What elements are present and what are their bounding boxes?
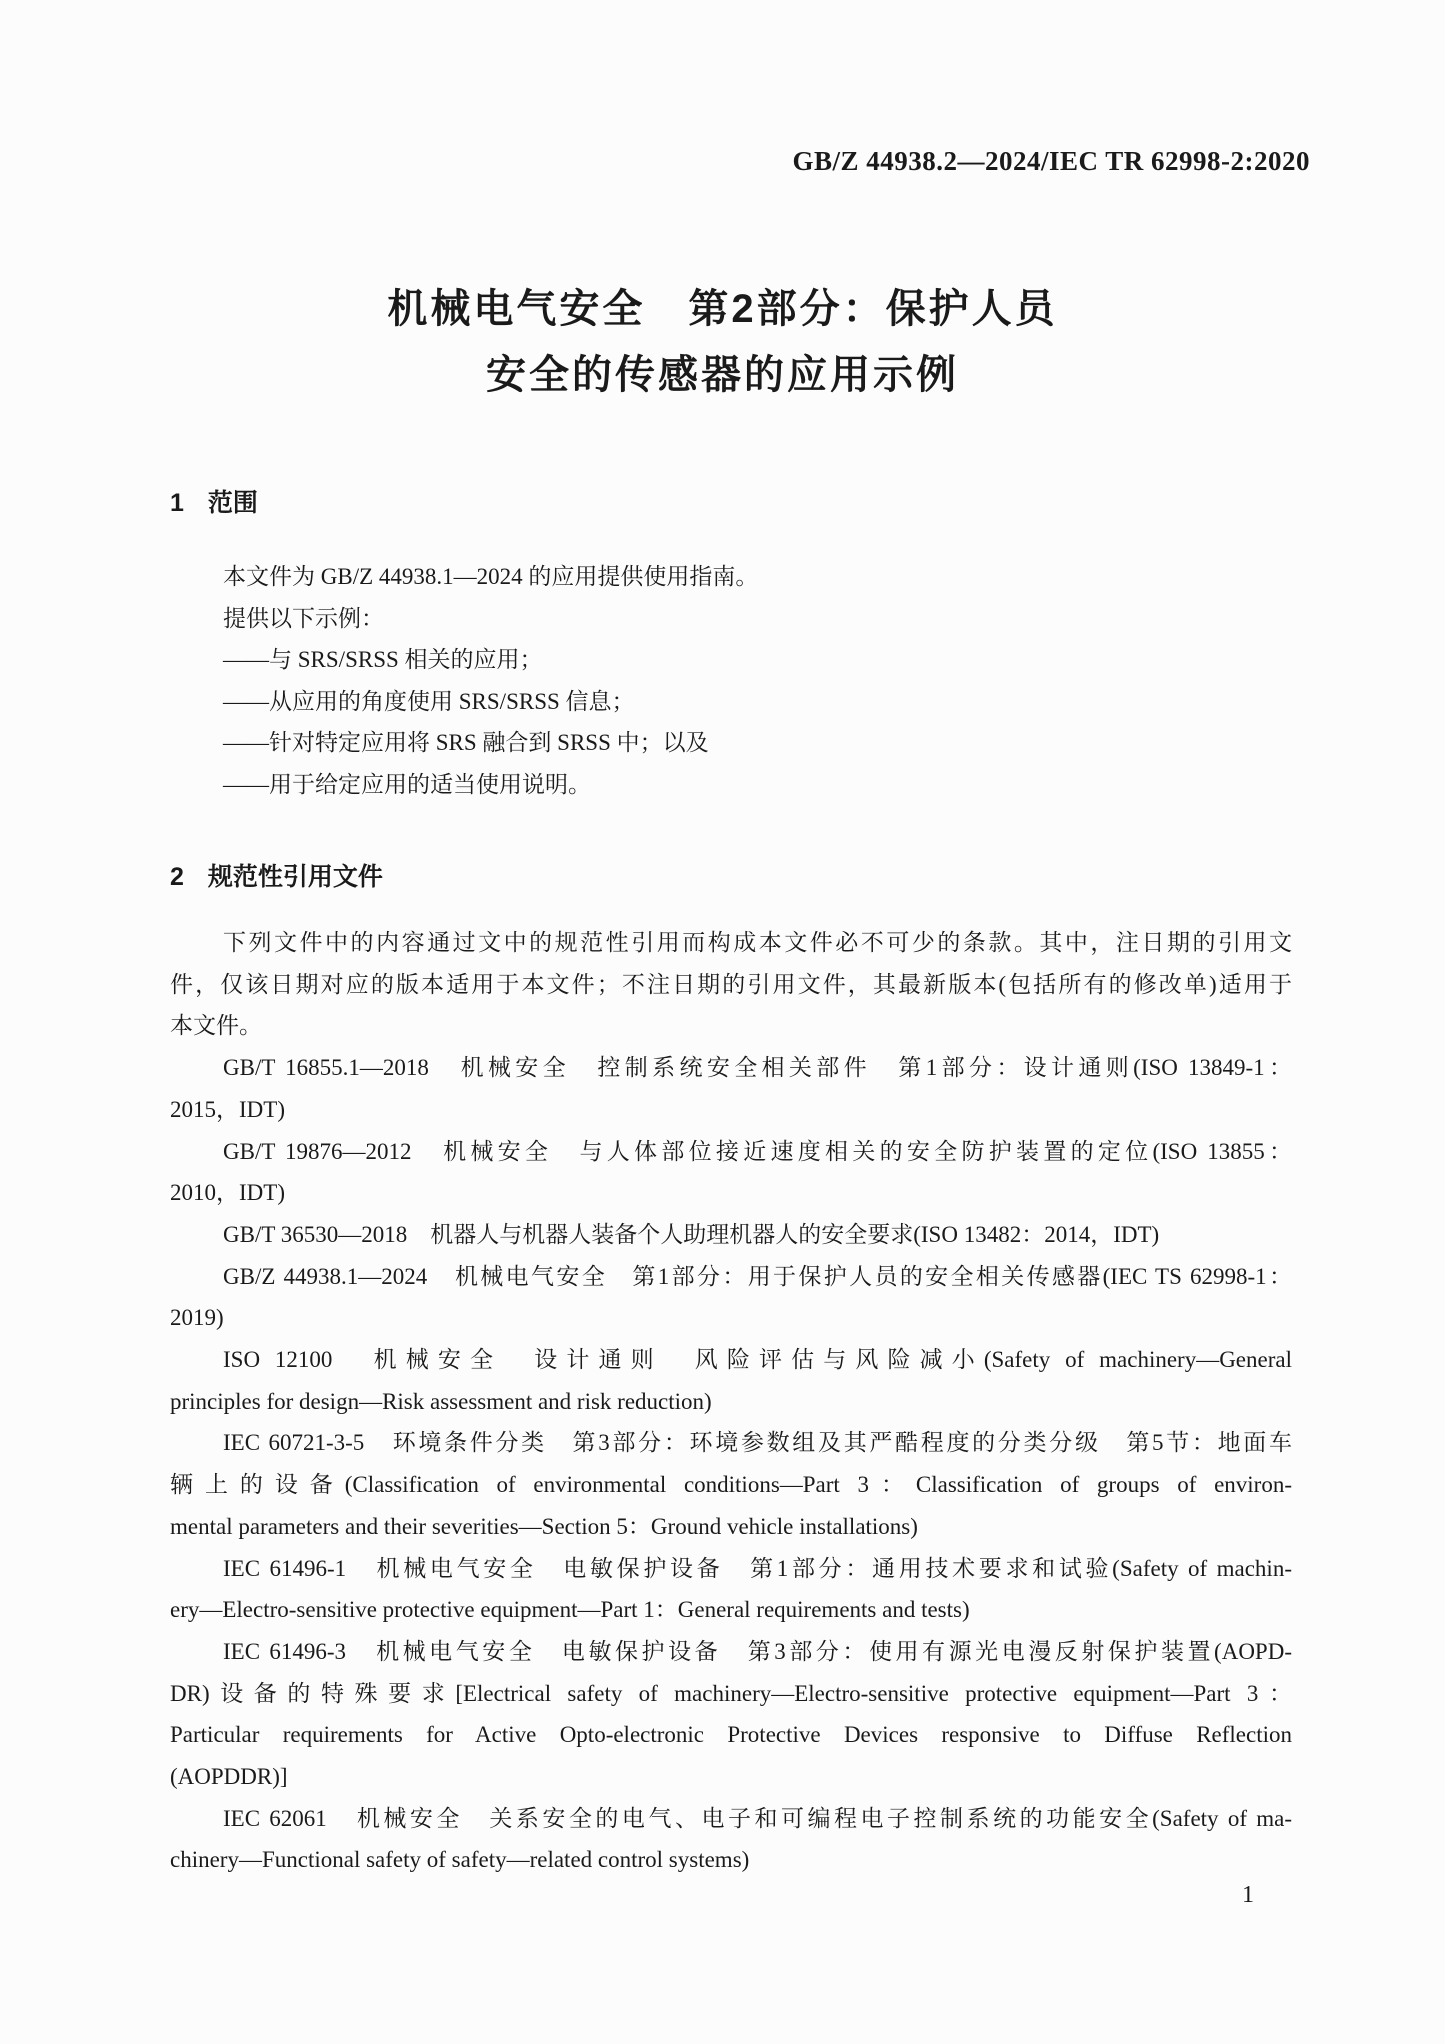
reference-line: GB/T 36530—2018 机器人与机器人装备个人助理机器人的安全要求(ISO 13482：2014，IDT) xyxy=(223,1221,1160,1247)
reference-line: GB/T 19876—2012 机械安全 与人体部位接近速度相关的安全防护装置的定位(ISO 13855： xyxy=(223,1138,1292,1164)
body-line: 本文件。 xyxy=(170,1013,262,1039)
body-line: 下列文件中的内容通过文中的规范性引用而构成本文件必不可少的条款。其中，注日期的引用文 xyxy=(223,930,1292,955)
document-title-line-2: 安全的传感器的应用示例 xyxy=(486,353,959,397)
list-item-dash: ——从应用的角度使用 SRS/SRSS 信息； xyxy=(223,688,635,714)
clause-1-heading xyxy=(170,486,258,520)
clause-1-label: 范围 xyxy=(207,489,258,517)
reference-line: IEC 61496-1 机械电气安全 电敏保护设备 第1部分：通用技术要求和试验(Safety of machin- xyxy=(223,1555,1292,1581)
body-line: 件，仅该日期对应的版本适用于本文件；不注日期的引用文件，其最新版本(包括所有的修改单)适用于 xyxy=(170,971,1292,997)
reference-line: 2015，IDT) xyxy=(170,1096,285,1122)
clause-1-body xyxy=(170,556,1292,805)
clause-2-number: 2 xyxy=(170,863,184,891)
reference-line: IEC 60721-3-5 环境条件分类 第3部分：环境参数组及其严酷程度的分类分级 第5节：地面车 xyxy=(223,1430,1292,1456)
reference-line: (AOPDDR)] xyxy=(170,1764,288,1790)
reference-line: GB/Z 44938.1—2024 机械电气安全 第1部分：用于保护人员的安全相关传感器(IEC TS 62998-1： xyxy=(223,1263,1292,1289)
clause-1-number: 1 xyxy=(170,489,184,517)
document-title-line-1: 机械电气安全 第2部分：保护人员 xyxy=(387,287,1058,331)
document-title xyxy=(0,276,1445,408)
body-line: 提供以下示例： xyxy=(223,605,384,631)
reference-line: chinery—Functional safety of safety—related control systems) xyxy=(170,1847,750,1873)
reference-line: GB/T 16855.1—2018 机械安全 控制系统安全相关部件 第1部分：设计通则(ISO 13849-1： xyxy=(223,1055,1292,1081)
clause-2-label: 规范性引用文件 xyxy=(207,863,383,891)
clause-2-body xyxy=(170,922,1292,1881)
reference-line: ery—Electro-sensitive protective equipment—Part 1：General requirements and tests) xyxy=(170,1597,970,1623)
reference-line: ISO 12100 机械安全 设计通则 风险评估与风险减小(Safety of machinery—General xyxy=(223,1347,1292,1373)
reference-line: 2019) xyxy=(170,1305,224,1331)
reference-line: mental parameters and their severities—Section 5：Ground vehicle installations) xyxy=(170,1513,918,1539)
list-item-dash: ——针对特定应用将 SRS 融合到 SRSS 中；以及 xyxy=(223,730,709,755)
list-item-dash: ——与 SRS/SRSS 相关的应用； xyxy=(223,647,543,672)
reference-line: 2010，IDT) xyxy=(170,1180,285,1206)
reference-line: IEC 61496-3 机械电气安全 电敏保护设备 第3部分：使用有源光电漫反射保护装置(AOPD- xyxy=(223,1638,1292,1664)
body-line: 本文件为 GB/Z 44938.1—2024 的应用提供使用指南。 xyxy=(223,564,759,589)
clause-2-heading xyxy=(170,860,383,894)
reference-line: principles for design—Risk assessment and risk reduction) xyxy=(170,1388,712,1414)
reference-line: DR)设备的特殊要求[Electrical safety of machinery—Electro-sensitive protective equipment—Part 3： xyxy=(170,1680,1292,1706)
reference-line: IEC 62061 机械安全 关系安全的电气、电子和可编程电子控制系统的功能安全(Safety of ma- xyxy=(223,1805,1292,1831)
standard-number: GB/Z 44938.2—2024/IEC TR 62998-2:2020 xyxy=(792,146,1310,176)
reference-line: 辆上的设备(Classification of environmental conditions—Part 3：Classification of groups of environ- xyxy=(170,1472,1292,1498)
reference-line: Particular requirements for Active Opto-electronic Protective Devices responsive to Diffuse Reflection xyxy=(170,1722,1292,1748)
page-number: 1 xyxy=(1242,1882,1254,1908)
list-item-dash: ——用于给定应用的适当使用说明。 xyxy=(223,771,591,797)
